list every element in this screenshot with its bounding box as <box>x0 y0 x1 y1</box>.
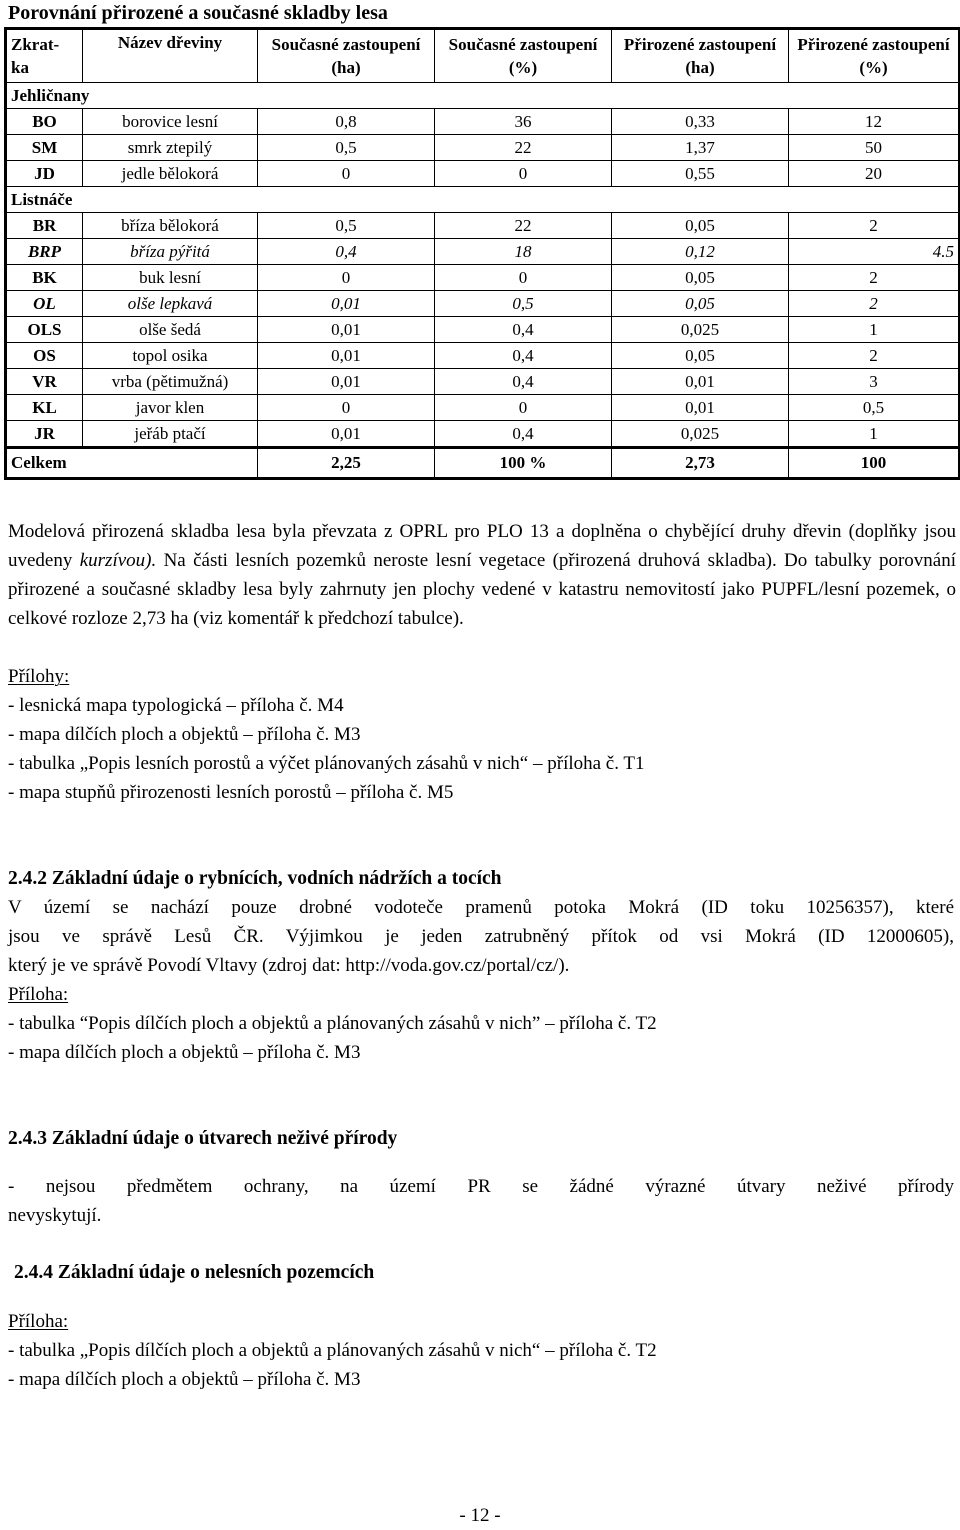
cell-current-ha: 0,4 <box>258 239 435 265</box>
cell-current-ha: 0,01 <box>258 369 435 395</box>
cell-current-ha: 0 <box>258 395 435 421</box>
cell-species-name: jeřáb ptačí <box>83 421 258 448</box>
paragraph-italic-text: kurzívou). <box>79 550 157 571</box>
cell-abbreviation: BRP <box>6 239 83 265</box>
cell-current-ha: 0,01 <box>258 291 435 317</box>
cell-abbreviation: BR <box>6 213 83 239</box>
cell-natural-ha: 0,55 <box>612 161 789 187</box>
cell-natural-pct: 2 <box>789 343 960 369</box>
cell-current-ha: 0 <box>258 265 435 291</box>
table-row <box>6 109 960 135</box>
table-row <box>6 395 960 421</box>
cell-current-ha: 0,5 <box>258 135 435 161</box>
cell-species-name: buk lesní <box>83 265 258 291</box>
cell-natural-ha: 0,05 <box>612 213 789 239</box>
section3-line: nevyskytují. <box>8 1205 102 1226</box>
cell-natural-pct: 2 <box>789 291 960 317</box>
cell-natural-ha: 0,05 <box>612 291 789 317</box>
attachment-item: - tabulka „Popis dílčích ploch a objektů a plánovaných zásahů v nich“ – příloha č. T2 <box>8 1340 657 1361</box>
attachments-label: Přílohy: <box>8 666 70 687</box>
cell-abbreviation: BO <box>6 109 83 135</box>
cell-natural-pct: 2 <box>789 265 960 291</box>
cell-abbreviation: SM <box>6 135 83 161</box>
cell-abbreviation: VR <box>6 369 83 395</box>
cell-abbreviation: OLS <box>6 317 83 343</box>
cell-abbreviation: JD <box>6 161 83 187</box>
table-row <box>6 213 960 239</box>
section1-paragraph <box>8 517 956 633</box>
cell-current-ha: 0,8 <box>258 109 435 135</box>
attachment-label: Příloha: <box>8 984 69 1005</box>
cell-total-current-pct: 100 % <box>435 448 612 479</box>
table-row <box>6 161 960 187</box>
header-species-name: Název dřeviny <box>83 29 258 83</box>
cell-abbreviation: BK <box>6 265 83 291</box>
cell-species-name: topol osika <box>83 343 258 369</box>
table-row <box>6 369 960 395</box>
header-current-pct: Současné zastoupení (%) <box>435 29 612 83</box>
cell-current-pct: 0,4 <box>435 369 612 395</box>
header-current-ha: Současné zastoupení (ha) <box>258 29 435 83</box>
species-comparison-table <box>4 27 960 480</box>
cell-species-name: olše šedá <box>83 317 258 343</box>
table-row <box>6 291 960 317</box>
cell-abbreviation: OL <box>6 291 83 317</box>
section-heading-2-4-3: 2.4.3 Základní údaje o útvarech neživé přírody <box>8 1128 398 1149</box>
cell-current-pct: 22 <box>435 135 612 161</box>
cell-current-pct: 0 <box>435 265 612 291</box>
section-heading-2-4-4: 2.4.4 Základní údaje o nelesních pozemcích <box>14 1262 375 1283</box>
attachment-label: Příloha: <box>8 1311 69 1332</box>
table-row <box>6 343 960 369</box>
cell-abbreviation: KL <box>6 395 83 421</box>
cell-natural-pct: 20 <box>789 161 960 187</box>
cell-current-pct: 22 <box>435 213 612 239</box>
attachment-item: - mapa dílčích ploch a objektů – příloha č. M3 <box>8 724 361 745</box>
cell-current-pct: 36 <box>435 109 612 135</box>
cell-natural-pct: 1 <box>789 317 960 343</box>
cell-current-ha: 0 <box>258 161 435 187</box>
cell-species-name: olše lepkavá <box>83 291 258 317</box>
cell-natural-ha: 0,05 <box>612 265 789 291</box>
cell-natural-pct: 50 <box>789 135 960 161</box>
page-number: - 12 - <box>459 1505 501 1526</box>
cell-natural-pct: 1 <box>789 421 960 448</box>
cell-natural-ha: 0,12 <box>612 239 789 265</box>
cell-abbreviation: JR <box>6 421 83 448</box>
cell-natural-ha: 0,01 <box>612 369 789 395</box>
group-label: Jehličnany <box>6 83 960 109</box>
cell-total-current-ha: 2,25 <box>258 448 435 479</box>
cell-natural-ha: 1,37 <box>612 135 789 161</box>
cell-natural-ha: 0,33 <box>612 109 789 135</box>
attachment-item: - mapa dílčích ploch a objektů – příloha č. M3 <box>8 1369 361 1390</box>
group-row-conifers <box>6 83 960 109</box>
table-row <box>6 135 960 161</box>
table-row <box>6 239 960 265</box>
cell-species-name: smrk ztepilý <box>83 135 258 161</box>
document-title: Porovnání přirozené a současné skladby lesa <box>8 2 388 24</box>
section-heading-2-4-2: 2.4.2 Základní údaje o rybnících, vodních nádržích a tocích <box>8 868 502 889</box>
cell-species-name: bříza pýřitá <box>83 239 258 265</box>
table-row <box>6 421 960 448</box>
header-natural-pct: Přirozené zastoupení (%) <box>789 29 960 83</box>
cell-current-ha: 0,01 <box>258 421 435 448</box>
cell-current-pct: 0,4 <box>435 421 612 448</box>
table-header-row <box>6 29 960 83</box>
attachment-item: - tabulka „Popis lesních porostů a výčet plánovaných zásahů v nich“ – příloha č. T1 <box>8 753 645 774</box>
cell-total-label: Celkem <box>6 448 258 479</box>
cell-species-name: borovice lesní <box>83 109 258 135</box>
cell-natural-pct: 3 <box>789 369 960 395</box>
attachment-item: - mapa dílčích ploch a objektů – příloha č. M3 <box>8 1042 361 1063</box>
section2-line: jsou ve správě Lesů ČR. Výjimkou je jeden zatrubněný přítok od vsi Mokrá (ID 12000605), <box>8 926 954 947</box>
cell-species-name: javor klen <box>83 395 258 421</box>
cell-current-pct: 0,4 <box>435 317 612 343</box>
attachment-item: - tabulka “Popis dílčích ploch a objektů a plánovaných zásahů v nich” – příloha č. T2 <box>8 1013 657 1034</box>
cell-species-name: bříza bělokorá <box>83 213 258 239</box>
cell-current-ha: 0,01 <box>258 317 435 343</box>
cell-current-pct: 0 <box>435 395 612 421</box>
cell-current-ha: 0,01 <box>258 343 435 369</box>
section3-line: - nejsou předmětem ochrany, na území PR se žádné výrazné útvary neživé přírody <box>8 1176 954 1197</box>
header-natural-ha: Přirozené zastoupení (ha) <box>612 29 789 83</box>
group-row-broadleaves <box>6 187 960 213</box>
attachment-item: - lesnická mapa typologická – příloha č. M4 <box>8 695 344 716</box>
cell-current-pct: 0,4 <box>435 343 612 369</box>
cell-natural-ha: 0,025 <box>612 421 789 448</box>
cell-abbreviation: OS <box>6 343 83 369</box>
cell-current-ha: 0,5 <box>258 213 435 239</box>
cell-natural-pct: 12 <box>789 109 960 135</box>
cell-natural-pct: 2 <box>789 213 960 239</box>
cell-total-natural-ha: 2,73 <box>612 448 789 479</box>
cell-natural-pct: 0,5 <box>789 395 960 421</box>
paragraph-text-continued: Na části lesních pozemků neroste lesní vegetace (přirozená druhová skladba). Do tabulky porovnání přirozené a současné skladby lesa byly zahrnuty jen plochy vedené v katastru nemovitostí jako PUPFL/lesní pozemek, o celkové rozloze 2,73 ha (viz komentář k předchozí tabulce). <box>8 550 956 629</box>
cell-current-pct: 0,5 <box>435 291 612 317</box>
group-label: Listnáče <box>6 187 960 213</box>
attachment-item: - mapa stupňů přirozenosti lesních porostů – příloha č. M5 <box>8 782 454 803</box>
cell-species-name: vrba (pětimužná) <box>83 369 258 395</box>
cell-current-pct: 0 <box>435 161 612 187</box>
header-abbreviation: Zkrat- ka <box>6 29 83 83</box>
cell-natural-pct: 4.5 <box>789 239 960 265</box>
table-row <box>6 317 960 343</box>
cell-current-pct: 18 <box>435 239 612 265</box>
table-total-row <box>6 448 960 479</box>
cell-natural-ha: 0,025 <box>612 317 789 343</box>
cell-total-natural-pct: 100 <box>789 448 960 479</box>
cell-species-name: jedle bělokorá <box>83 161 258 187</box>
table-row <box>6 265 960 291</box>
cell-natural-ha: 0,01 <box>612 395 789 421</box>
paragraph-text: Modelová přirozená skladba lesa byla převzata z OPRL pro PLO 13 a doplněna o chybějící druhy dřevin (doplňky jsou uvedeny <box>8 521 956 571</box>
cell-natural-ha: 0,05 <box>612 343 789 369</box>
section2-line: V území se nachází pouze drobné vodoteče pramenů potoka Mokrá (ID toku 10256357), které <box>8 897 954 918</box>
section2-line: který je ve správě Povodí Vltavy (zdroj dat: http://voda.gov.cz/portal/cz/). <box>8 955 570 976</box>
